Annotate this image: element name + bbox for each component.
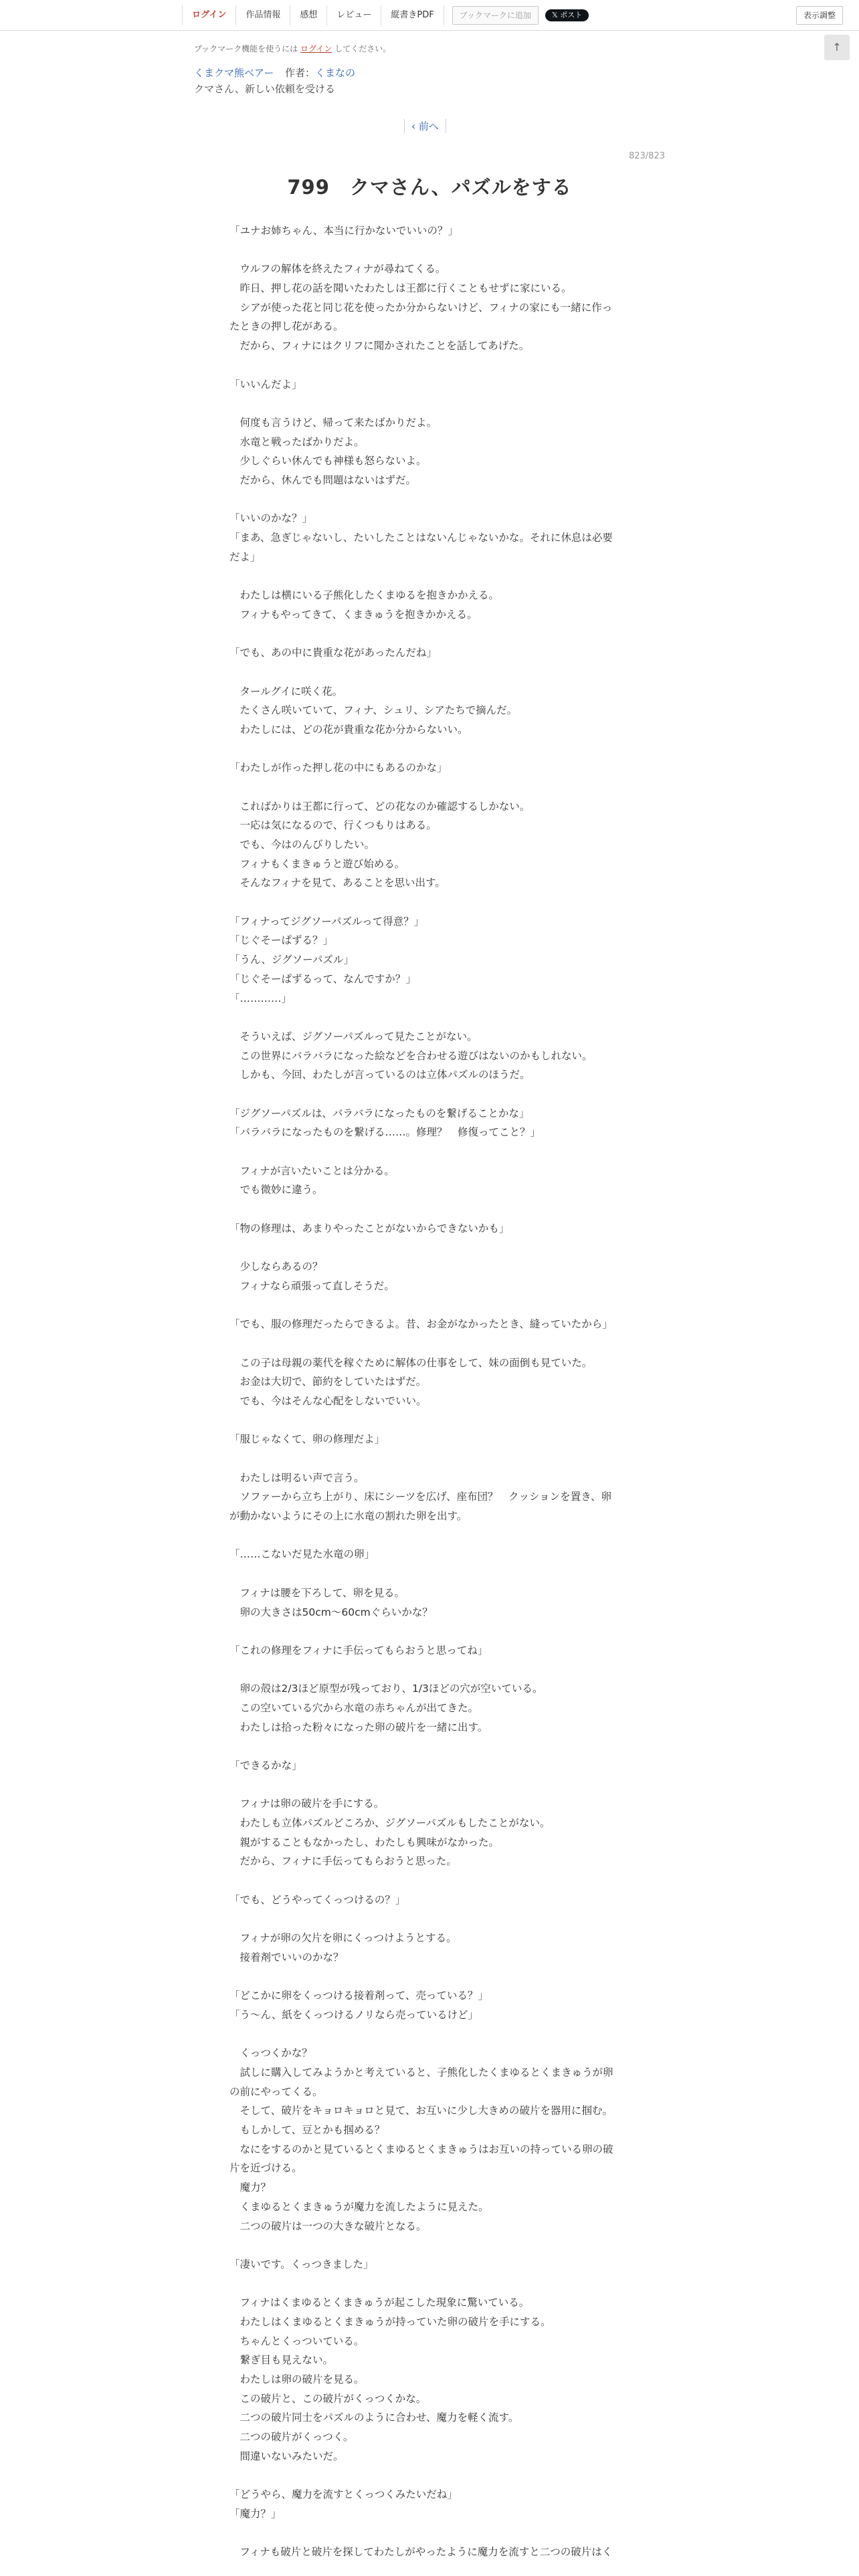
body-text-line: 「いいのかな？」 [229,512,313,525]
body-text-line [229,1411,631,1430]
body-text-line: 「どこかに卵をくっつける接着剤って、売っている？」 [229,1990,488,2002]
body-text-line: フィナはくまゆるとくまきゅうが起こした現象に驚いている。 [229,2296,530,2309]
body-text-line: でも、今はそんな心配をしないでいい。 [229,1394,427,1407]
body-text-line: 「じぐそーぱずる？」 [229,934,334,947]
body-text-line: シアが使った花と同じ花を使ったか分からないけど、フィナの家にも一緒に作っ [229,301,613,314]
body-text-line [229,2274,631,2294]
body-text-line [229,1449,631,1469]
body-text-line [229,1142,631,1162]
author-name-link[interactable]: くまなの [315,67,356,79]
body-text-line [229,1200,631,1219]
notice-suffix: してください。 [335,44,391,53]
body-text-line: でも微妙に違う。 [229,1184,323,1196]
bookmark-add-button[interactable]: ブックマークに追加 [452,6,539,25]
body-text-line [229,1085,631,1104]
body-text-line: 「ジグソーパズルは、バラバラになったものを繋げることかな」 [229,1107,530,1119]
body-text-line: だから、フィナにはクリフに聞かされたことを話してあげた。 [229,340,530,352]
body-text-line: 一応は気になるので、行くつもりはある。 [229,819,437,832]
body-text-line: 試しに購入してみようかと考えていると、子熊化したくまゆるとくまきゅうが卵 [229,2066,613,2078]
body-text-line [229,893,631,912]
body-text-line: フィナもやってきて、くまきゅうを抱きかかえる。 [229,608,478,621]
body-text-line [229,778,631,797]
body-text-line: ちゃんとくっついている。 [229,2335,365,2347]
body-text-line: だから、休んでも問題はないはずだ。 [229,473,417,486]
body-text-line: 「わたしが作った押し花の中にもあるのかな」 [229,762,448,774]
body-text-line: なにをするのかと見ているとくまゆるとくまきゅうはお互いの持っている卵の破 [229,2143,613,2155]
body-text-line: もしかして、豆とかも掴める？ [229,2124,385,2137]
body-text-line: お金は大切で、節約をしていたはずだ。 [229,1376,427,1388]
body-text-line: ソファーから立ち上がり、床にシーツを広げ、座布団？ クッションを置き、卵 [229,1491,612,1503]
body-text-line: たくさん咲いていて、フィナ、シュリ、シアたちで摘んだ。 [229,704,518,717]
body-text-line: この世界にバラバラになった絵などを合わせる遊びはないのかもしれない。 [229,1049,593,1062]
body-text-line: フィナが言いたいことは分かる。 [229,1164,395,1177]
display-settings-button[interactable]: 表示調整 [796,6,843,25]
body-text-line: 「魔力？」 [229,2507,282,2520]
body-text-line: フィナは腰を下ろして、卵を見る。 [229,1586,405,1599]
body-text-line: 「できるかな」 [229,1759,302,1772]
body-text-line [229,1564,631,1584]
author-line [285,66,355,80]
body-text-line: くまゆるとくまきゅうが魔力を流したように見えた。 [229,2200,489,2213]
body-text-line [229,394,631,413]
body-text-line: フィナもくまきゅうと遊び始める。 [229,857,405,870]
series-title-link[interactable]: くまクマ熊ベアー [194,67,274,79]
body-text-line: が動かないようにその上に水竜の割れた卵を出す。 [229,1510,468,1523]
scroll-top-icon[interactable]: ↑ [824,35,850,60]
body-text-line: 「いいんだよ」 [229,378,302,391]
nav-vertical-pdf-link[interactable]: 縦書きPDF [381,5,444,25]
body-text-line: 「じぐそーぱずるって、なんですか？」 [229,972,416,985]
body-text-line: 卵の大きさは50cm〜60cmぐらいかな？ [229,1606,433,1618]
body-text-line: 少しならあるの？ [229,1261,323,1273]
body-text-line [229,1871,631,1891]
body-text-line: 「フィナってジグソーパズルって得意？」 [229,915,425,928]
body-text-line [229,740,631,759]
body-text-line: わたしには、どの花が貴重な花か分からないい。 [229,723,468,736]
body-text-line: 「服じゃなくて、卵の修理だよ」 [229,1433,385,1446]
body-text-line [229,663,631,682]
nav-impressions-link[interactable]: 感想 [290,5,327,25]
body-text-line [229,566,631,586]
body-text-line [229,1967,631,1987]
top-nav [182,5,589,25]
body-text-line: 「でも、あの中に貴重な花があったんだね」 [229,647,437,659]
page-counter: 823/823 [628,151,665,161]
body-text-line: 接着剤でいいのかな？ [229,1951,344,1963]
body-text-line: 昨日、押し花の話を聞いたわたしは王都に行くこともせずに家にいる。 [229,282,572,295]
nav-review-link[interactable]: レビュー [327,5,381,25]
body-text-line: だから、フィナに手伝ってもらおうと思った。 [229,1855,457,1868]
body-text-line: 「でも、服の修理だったらできるよ。昔、お金がなかったとき、縫っていたから」 [229,1318,613,1331]
body-text-line: 間違いないみたいだ。 [229,2450,344,2462]
body-text-line [229,1238,631,1257]
body-text-line: 親がすることもなかったし、わたしも興味がなかった。 [229,1836,500,1848]
body-text-line: の前にやってくる。 [229,2085,323,2098]
body-text-line: 「でも、どうやってくっつけるの？」 [229,1893,406,1906]
body-text-line: この子は母親の薬代を稼ぐために解体の仕事をして、妹の面倒も見ていた。 [229,1356,593,1369]
body-text-line: 「これの修理をフィナに手伝ってもらおうと思ってね」 [229,1644,488,1656]
body-text-line: 「凄いです。くっつきました」 [229,2258,374,2270]
body-text-line: 片を近づける。 [229,2162,302,2175]
body-text-line [229,1526,631,1545]
body-text-line [229,2524,631,2543]
nav-login-link[interactable]: ログイン [182,5,236,25]
notice-prefix: ブックマーク機能を使うには [194,44,298,53]
body-text-line: 少しぐらい休んでも神様も怒らないよ。 [229,455,427,467]
body-text-line [229,624,631,643]
body-text-line: 繋ぎ目も見えない。 [229,2354,334,2367]
body-text-line [229,2025,631,2044]
notice-login-link[interactable]: ログイン [300,44,332,53]
body-text-line [229,1776,631,1795]
body-text-line: 「まあ、急ぎじゃないし、たいしたことはないんじゃないかな。それに休息は必要 [229,532,613,544]
body-text-line: 「…………」 [229,992,292,1004]
body-text-line: わたしは卵の破片を見る。 [229,2373,365,2385]
body-text-line: 「どうやら、魔力を流すとくっつくみたいだね」 [229,2488,458,2501]
body-text-line: くっつくかな？ [229,2047,312,2060]
body-text-line [229,241,631,260]
body-text-line [229,1660,631,1680]
body-text-line: わたしは明るい声で言う。 [229,1471,365,1484]
nav-novel-info-link[interactable]: 作品情報 [236,5,290,25]
body-text-line [229,1296,631,1315]
body-text-line [229,2466,631,2485]
body-text-line: この破片と、この破片がくっつくかな。 [229,2392,427,2405]
body-text-line [229,2236,631,2255]
chapter-group-title: クマさん、新しい依頼を受ける [194,83,335,95]
prev-chapter-link[interactable]: ‹ 前へ [404,119,446,133]
body-text-line [229,1622,631,1641]
body-text-line: フィナなら頑張って直しそうだ。 [229,1279,395,1292]
body-text-line: 「う〜ん、紙をくっつけるノリなら売っているけど」 [229,2008,479,2021]
body-text-line [229,1334,631,1354]
body-text-line: そういえば、ジグソーパズルって見たことがない。 [229,1030,478,1043]
body-text-line: ウルフの解体を終えたフィナが尋ねてくる。 [229,263,446,276]
body-text-line: しかも、今回、わたしが言っているのは立体パズルのほうだ。 [229,1069,531,1081]
body-text-line: 二つの破片同士をパズルのように合わせ、魔力を軽く流す。 [229,2411,519,2424]
body-text-line [229,1737,631,1756]
body-text-line: 「……こないだ見た水竜の卵」 [229,1548,375,1561]
body-text-line: フィナも破片と破片を探してわたしがやったように魔力を流すと二つの破片はく [229,2546,613,2559]
x-post-button[interactable]: 𝕏 ポスト [545,9,589,21]
body-text-line: フィナが卵の欠片を卵にくっつけようとする。 [229,1932,457,1945]
body-text-line: 「物の修理は、あまりやったことがないからできないかも」 [229,1222,510,1235]
body-text-line: わたしは横にいる子熊化したくまゆるを抱きかかえる。 [229,589,500,602]
body-text-line [229,356,631,375]
body-text-line: わたしも立体パズルどころか、ジグソーパズルもしたことがない。 [229,1817,551,1830]
body-text-line: わたしは拾った粉々になった卵の破片を一緒に出す。 [229,1721,488,1733]
body-text-line: 何度も言うけど、帰って来たばかりだよ。 [229,416,438,429]
body-text-line: 卵の殻は2/3ほど原型が残っており、1/3ほどの穴が空いている。 [229,1683,543,1695]
body-text-line: 魔力？ [229,2181,272,2194]
body-text-line: 「うん、ジグソーパズル」 [229,954,354,966]
body-text-line: フィナは卵の破片を手にする。 [229,1798,385,1810]
body-text-line: だよ」 [229,550,261,563]
body-text-line [229,490,631,510]
body-text-line: そして、破片をキョロキョロと見て、お互いに少し大きめの破片を器用に掴む。 [229,2105,613,2117]
body-text-line: でも、今はのんびりしたい。 [229,839,375,851]
bookmark-login-notice [194,43,391,54]
chapter-title: 799 クマさん、パズルをする [287,176,572,199]
body-text-line: 水竜と戦ったばかりだよ。 [229,435,365,448]
body-text-line: たときの押し花がある。 [229,320,344,333]
body-text-line: 二つの破片がくっつく。 [229,2431,354,2444]
body-text-line: この空いている穴から水竜の赤ちゃんが出てきた。 [229,1701,479,1714]
author-label: 作者： [285,67,316,79]
body-text-line: わたしはくまゆるとくまきゅうが持っていた卵の破片を手にする。 [229,2315,551,2328]
body-text-line: こればかりは王都に行って、どの花なのか確認するしかない。 [229,800,531,813]
body-text-line: そんなフィナを見て、あることを思い出す。 [229,877,446,889]
top-nav-bar [0,0,859,31]
body-text-line: タールグイに咲く花。 [229,685,343,697]
body-text-line: 二つの破片は一つの大きな破片となる。 [229,2220,427,2232]
body-text-line [229,1910,631,1929]
body-text-line: 「バラバラになったものを繋げる……。修理？ 修復ってこと？」 [229,1126,541,1139]
body-text-line: 「ユナお姉ちゃん、本当に行かないでいいの？」 [229,225,458,237]
body-text-line [229,1008,631,1027]
novel-body-text [229,221,631,2562]
